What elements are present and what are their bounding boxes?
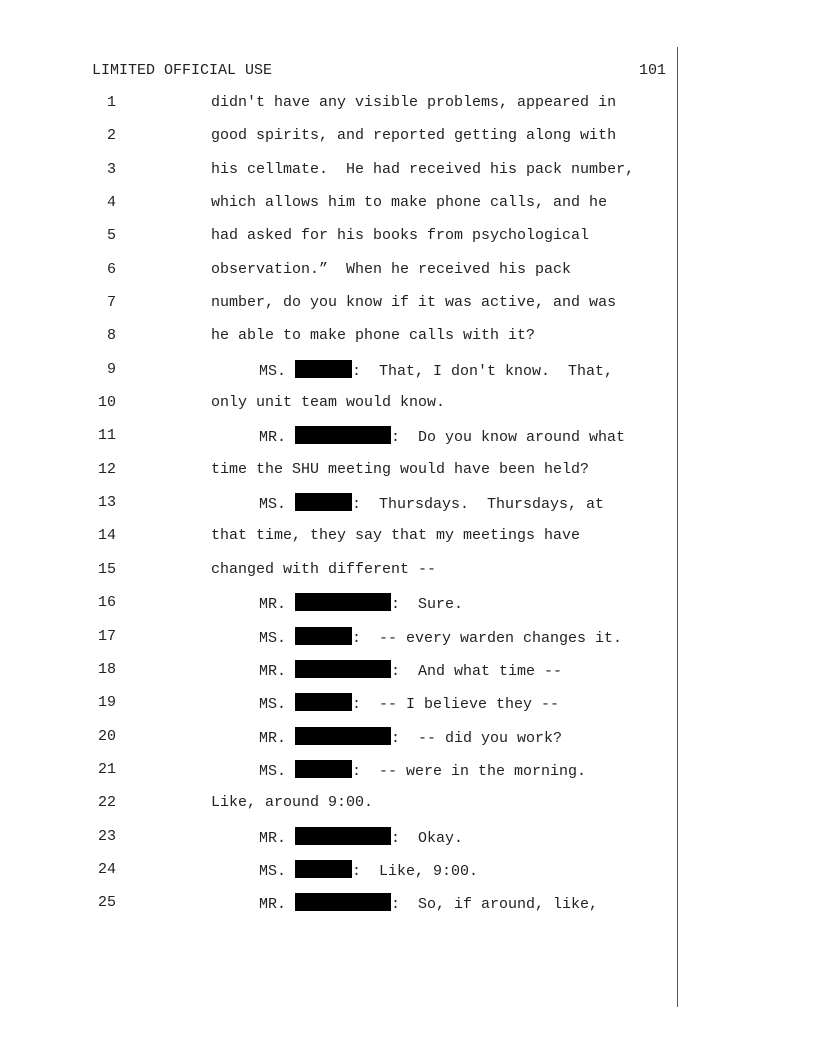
line-body: he able to make phone calls with it?: [211, 327, 536, 345]
line-text: [211, 793, 373, 813]
line-number: 7: [106, 294, 116, 312]
line-number: 3: [106, 160, 116, 178]
line-number: 14: [97, 527, 116, 545]
line-body: : Do you know around what: [391, 429, 626, 447]
transcript-line: [0, 126, 816, 159]
speaker-label: MR.: [259, 429, 287, 447]
speaker-label: MR.: [259, 829, 287, 847]
speaker-label: MR.: [259, 596, 287, 614]
line-number: 17: [97, 627, 116, 645]
line-body: : Like, 9:00.: [352, 862, 479, 880]
redaction-box: [295, 360, 352, 378]
transcript-line: [0, 393, 816, 426]
line-number: 13: [97, 494, 116, 512]
speaker-label: MS.: [259, 362, 287, 380]
transcript-line: [0, 827, 816, 860]
redaction-box: [295, 860, 352, 878]
redaction-box: [295, 660, 391, 678]
transcript-line: [0, 526, 816, 559]
transcript-line: [0, 493, 816, 526]
line-number: 22: [97, 794, 116, 812]
line-text: [259, 627, 622, 649]
line-text: [259, 660, 562, 682]
redaction-box: [295, 627, 352, 645]
transcript-line: [0, 460, 816, 493]
line-number: 6: [106, 260, 116, 278]
line-text: [211, 393, 445, 413]
line-body: : Sure.: [391, 596, 464, 614]
line-text: [259, 893, 598, 915]
line-number: 11: [97, 427, 116, 445]
speaker-label: MR.: [259, 896, 287, 914]
transcript-line: [0, 426, 816, 459]
line-text: [211, 326, 535, 346]
line-text: [211, 460, 589, 480]
line-body: good spirits, and reported getting along with: [211, 127, 617, 145]
line-number: 20: [97, 727, 116, 745]
line-body: changed with different --: [211, 560, 437, 578]
line-number: 8: [106, 327, 116, 345]
line-number: 5: [106, 227, 116, 245]
transcript-line: [0, 693, 816, 726]
line-number: 19: [97, 694, 116, 712]
line-number: 15: [97, 560, 116, 578]
line-text: [211, 93, 616, 113]
line-text: [259, 827, 463, 849]
line-body: : -- I believe they --: [352, 696, 560, 714]
redaction-box: [295, 593, 391, 611]
transcript-line: [0, 560, 816, 593]
line-body: : -- every warden changes it.: [352, 629, 623, 647]
line-body: his cellmate. He had received his pack number,: [211, 160, 635, 178]
line-text: [211, 260, 571, 280]
speaker-label: MR.: [259, 662, 287, 680]
line-text: [211, 526, 580, 546]
line-number: 16: [97, 594, 116, 612]
line-text: [211, 126, 616, 146]
page-header: [92, 61, 666, 81]
line-number: 18: [97, 660, 116, 678]
line-body: : -- were in the morning.: [352, 762, 587, 780]
line-body: time the SHU meeting would have been held?: [211, 460, 590, 478]
transcript-line: [0, 660, 816, 693]
line-number: 21: [97, 760, 116, 778]
transcript-line: [0, 326, 816, 359]
transcript-line: [0, 760, 816, 793]
line-number: 23: [97, 827, 116, 845]
line-text: [211, 293, 616, 313]
line-text: [211, 226, 589, 246]
speaker-label: MS.: [259, 696, 287, 714]
line-text: [259, 727, 562, 749]
transcript-line: [0, 893, 816, 926]
speaker-label: MS.: [259, 862, 287, 880]
speaker-label: MS.: [259, 762, 287, 780]
line-text: [211, 160, 634, 180]
line-body: only unit team would know.: [211, 394, 446, 412]
line-text: [259, 360, 613, 382]
transcript-line: [0, 293, 816, 326]
speaker-label: MS.: [259, 629, 287, 647]
redaction-box: [295, 693, 352, 711]
line-number: 24: [97, 860, 116, 878]
transcript-line: [0, 793, 816, 826]
transcript-line: [0, 193, 816, 226]
speaker-label: MS.: [259, 496, 287, 514]
transcript-lines: [0, 93, 816, 927]
line-body: : Thursdays. Thursdays, at: [352, 496, 605, 514]
speaker-label: MR.: [259, 729, 287, 747]
line-body: that time, they say that my meetings have: [211, 527, 581, 545]
transcript-line: [0, 727, 816, 760]
line-body: observation.” When he received his pack: [211, 260, 572, 278]
line-body: : -- did you work?: [391, 729, 563, 747]
line-body: : Okay.: [391, 829, 464, 847]
line-text: [259, 593, 463, 615]
transcript-line: [0, 260, 816, 293]
transcript-line: [0, 627, 816, 660]
line-body: : So, if around, like,: [391, 896, 599, 914]
line-number: 12: [97, 460, 116, 478]
line-text: [259, 493, 604, 515]
redaction-box: [295, 426, 391, 444]
transcript-line: [0, 593, 816, 626]
line-body: : That, I don't know. That,: [352, 362, 614, 380]
line-text: [259, 760, 586, 782]
classification-label: LIMITED OFFICIAL USE: [92, 62, 273, 79]
line-body: number, do you know if it was active, and was: [211, 294, 617, 312]
line-text: [211, 193, 607, 213]
redaction-box: [295, 827, 391, 845]
transcript-line: [0, 360, 816, 393]
line-text: [259, 426, 625, 448]
line-number: 9: [106, 360, 116, 378]
transcript-line: [0, 226, 816, 259]
line-body: : And what time --: [391, 662, 563, 680]
redaction-box: [295, 893, 391, 911]
line-body: which allows him to make phone calls, and he: [211, 194, 608, 212]
line-number: 2: [106, 127, 116, 145]
line-number: 10: [97, 394, 116, 412]
redaction-box: [295, 493, 352, 511]
line-text: [259, 860, 478, 882]
line-body: didn't have any visible problems, appeared in: [211, 94, 617, 111]
transcript-line: [0, 93, 816, 126]
transcript-line: [0, 160, 816, 193]
transcript-line: [0, 860, 816, 893]
line-number: 25: [97, 894, 116, 912]
page-number: 101: [638, 62, 666, 79]
line-number: 1: [106, 94, 116, 111]
line-body: had asked for his books from psychological: [211, 227, 590, 245]
line-body: Like, around 9:00.: [211, 794, 374, 812]
line-text: [211, 560, 436, 580]
redaction-box: [295, 727, 391, 745]
line-text: [259, 693, 559, 715]
line-number: 4: [106, 194, 116, 212]
redaction-box: [295, 760, 352, 778]
